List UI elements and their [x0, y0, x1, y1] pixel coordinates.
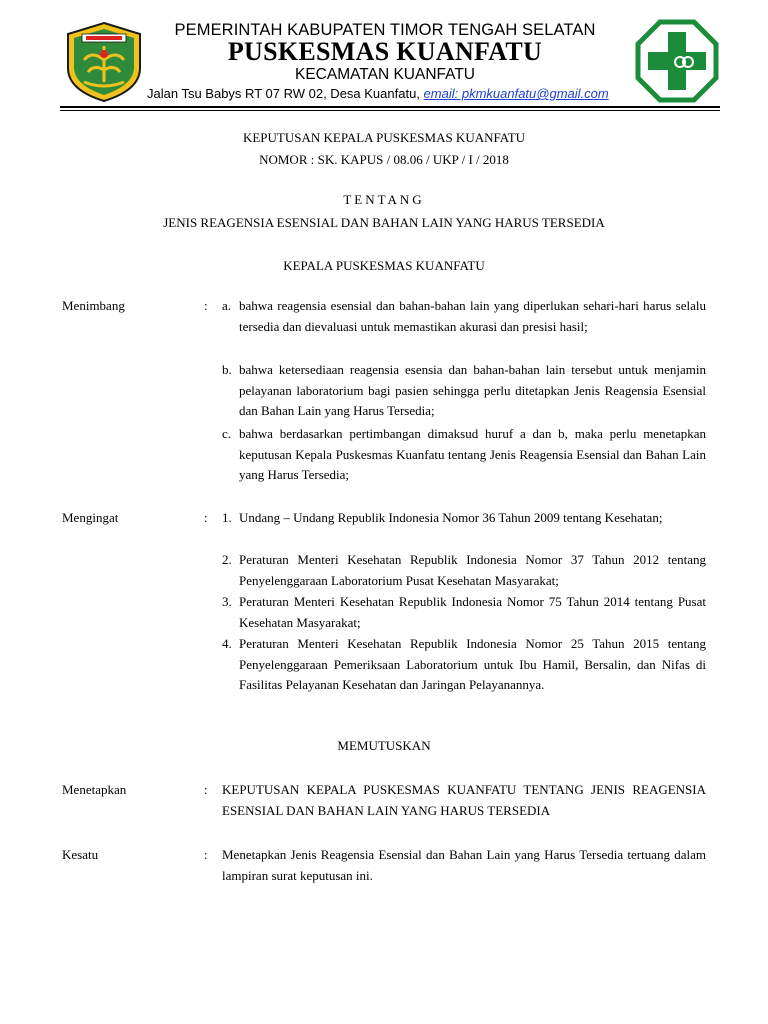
menetapkan-label: Menetapkan — [62, 782, 127, 797]
mengingat-label: Mengingat — [62, 510, 119, 525]
menimbang-label: Menimbang — [62, 298, 125, 313]
health-cross-icon — [634, 18, 720, 104]
list-item — [222, 592, 706, 633]
list-item — [222, 634, 706, 696]
menetapkan-text: KEPUTUSAN KEPALA PUSKESMAS KUANFATU TENTANG JENIS REAGENSIA ESENSIAL DAN BAHAN LAIN YANG HARUS TERSEDIA — [222, 782, 706, 818]
list-item — [222, 508, 706, 529]
kesatu-label: Kesatu — [62, 847, 99, 862]
letterhead-institution: PUSKESMAS KUANFATU — [227, 37, 543, 66]
list-text: bahwa ketersediaan reagensia esensia dan bahan-bahan lain tersebut untuk menjamin pelayanan laboratorium bagi pasien sehingga perlu ditetapkan Jenis Reagensia Esensial dan Bahan Lain yang Harus Tersedia; — [239, 362, 706, 419]
letterhead-address-line — [147, 86, 609, 101]
letterhead-address: Jalan Tsu Babys RT 07 RW 02, Desa Kuanfatu, — [147, 86, 420, 101]
decree-number: NOMOR : SK. KAPUS / 08.06 / UKP / I / 2018 — [259, 152, 509, 167]
list-marker: 1. — [222, 510, 232, 525]
official-title: KEPALA PUSKESMAS KUANFATU — [283, 258, 485, 273]
letterhead-email-link[interactable]: email: pkmkuanfatu@gmail.com — [423, 86, 609, 101]
list-text: Peraturan Menteri Kesehatan Republik Indonesia Nomor 25 Tahun 2015 tentang Penyelenggaraan Pemeriksaan Laboratorium untuk Ibu Hamil, Bersalin, dan Nifas di Fasilitas Pelayanan Kesehatan dan Jaringan Pelayanannya. — [239, 636, 706, 693]
list-text: bahwa reagensia esensial dan bahan-bahan lain yang diperlukan sehari-hari harus selalu tersedia dan dievaluasi untuk memastikan akurasi dan presisi hasil; — [239, 298, 706, 334]
memutuskan-heading: MEMUTUSKAN — [337, 738, 431, 753]
decree-subject: JENIS REAGENSIA ESENSIAL DAN BAHAN LAIN YANG HARUS TERSEDIA — [163, 215, 605, 230]
list-text: Peraturan Menteri Kesehatan Republik Indonesia Nomor 75 Tahun 2014 tentang Pusat Kesehatan Masyarakat; — [239, 594, 706, 630]
list-text: Peraturan Menteri Kesehatan Republik Indonesia Nomor 37 Tahun 2012 tentang Penyelenggaraan Laboratorium Pusat Kesehatan Masyarakat; — [239, 552, 706, 588]
decree-title: KEPUTUSAN KEPALA PUSKESMAS KUANFATU — [242, 130, 526, 145]
menimbang-colon: : — [204, 298, 208, 313]
list-item — [222, 550, 706, 591]
list-marker: c. — [222, 426, 232, 441]
letterhead-government: PEMERINTAH KABUPATEN TIMOR TENGAH SELATAN — [174, 21, 596, 39]
letterhead-rule-thick — [60, 106, 720, 108]
list-marker: 2. — [222, 552, 232, 567]
list-marker: 4. — [222, 636, 232, 651]
list-marker: 3. — [222, 594, 232, 609]
kesatu-text: Menetapkan Jenis Reagensia Esensial dan Bahan Lain yang Harus Tersedia tertuang dalam lampiran surat keputusan ini. — [222, 847, 706, 883]
list-marker: b. — [222, 362, 232, 377]
list-item — [222, 360, 706, 422]
list-text: Undang – Undang Republik Indonesia Nomor 36 Tahun 2009 tentang Kesehatan; — [239, 510, 663, 525]
list-item — [222, 296, 706, 337]
letterhead-rule-thin — [60, 110, 720, 111]
list-marker: a. — [222, 298, 232, 313]
mengingat-colon: : — [204, 510, 208, 525]
list-item — [222, 424, 706, 486]
list-text: bahwa berdasarkan pertimbangan dimaksud huruf a dan b, maka perlu menetapkan keputusan Kepala Puskesmas Kuanfatu tentang Jenis Reagensia Esensial dan Bahan Lain yang Harus Tersedia; — [239, 426, 706, 483]
letterhead-district: KECAMATAN KUANFATU — [295, 66, 475, 83]
tentang-heading: TENTANG — [343, 192, 425, 207]
kesatu-colon: : — [204, 847, 208, 862]
regency-crest-icon — [62, 20, 146, 104]
menetapkan-colon: : — [204, 782, 208, 797]
